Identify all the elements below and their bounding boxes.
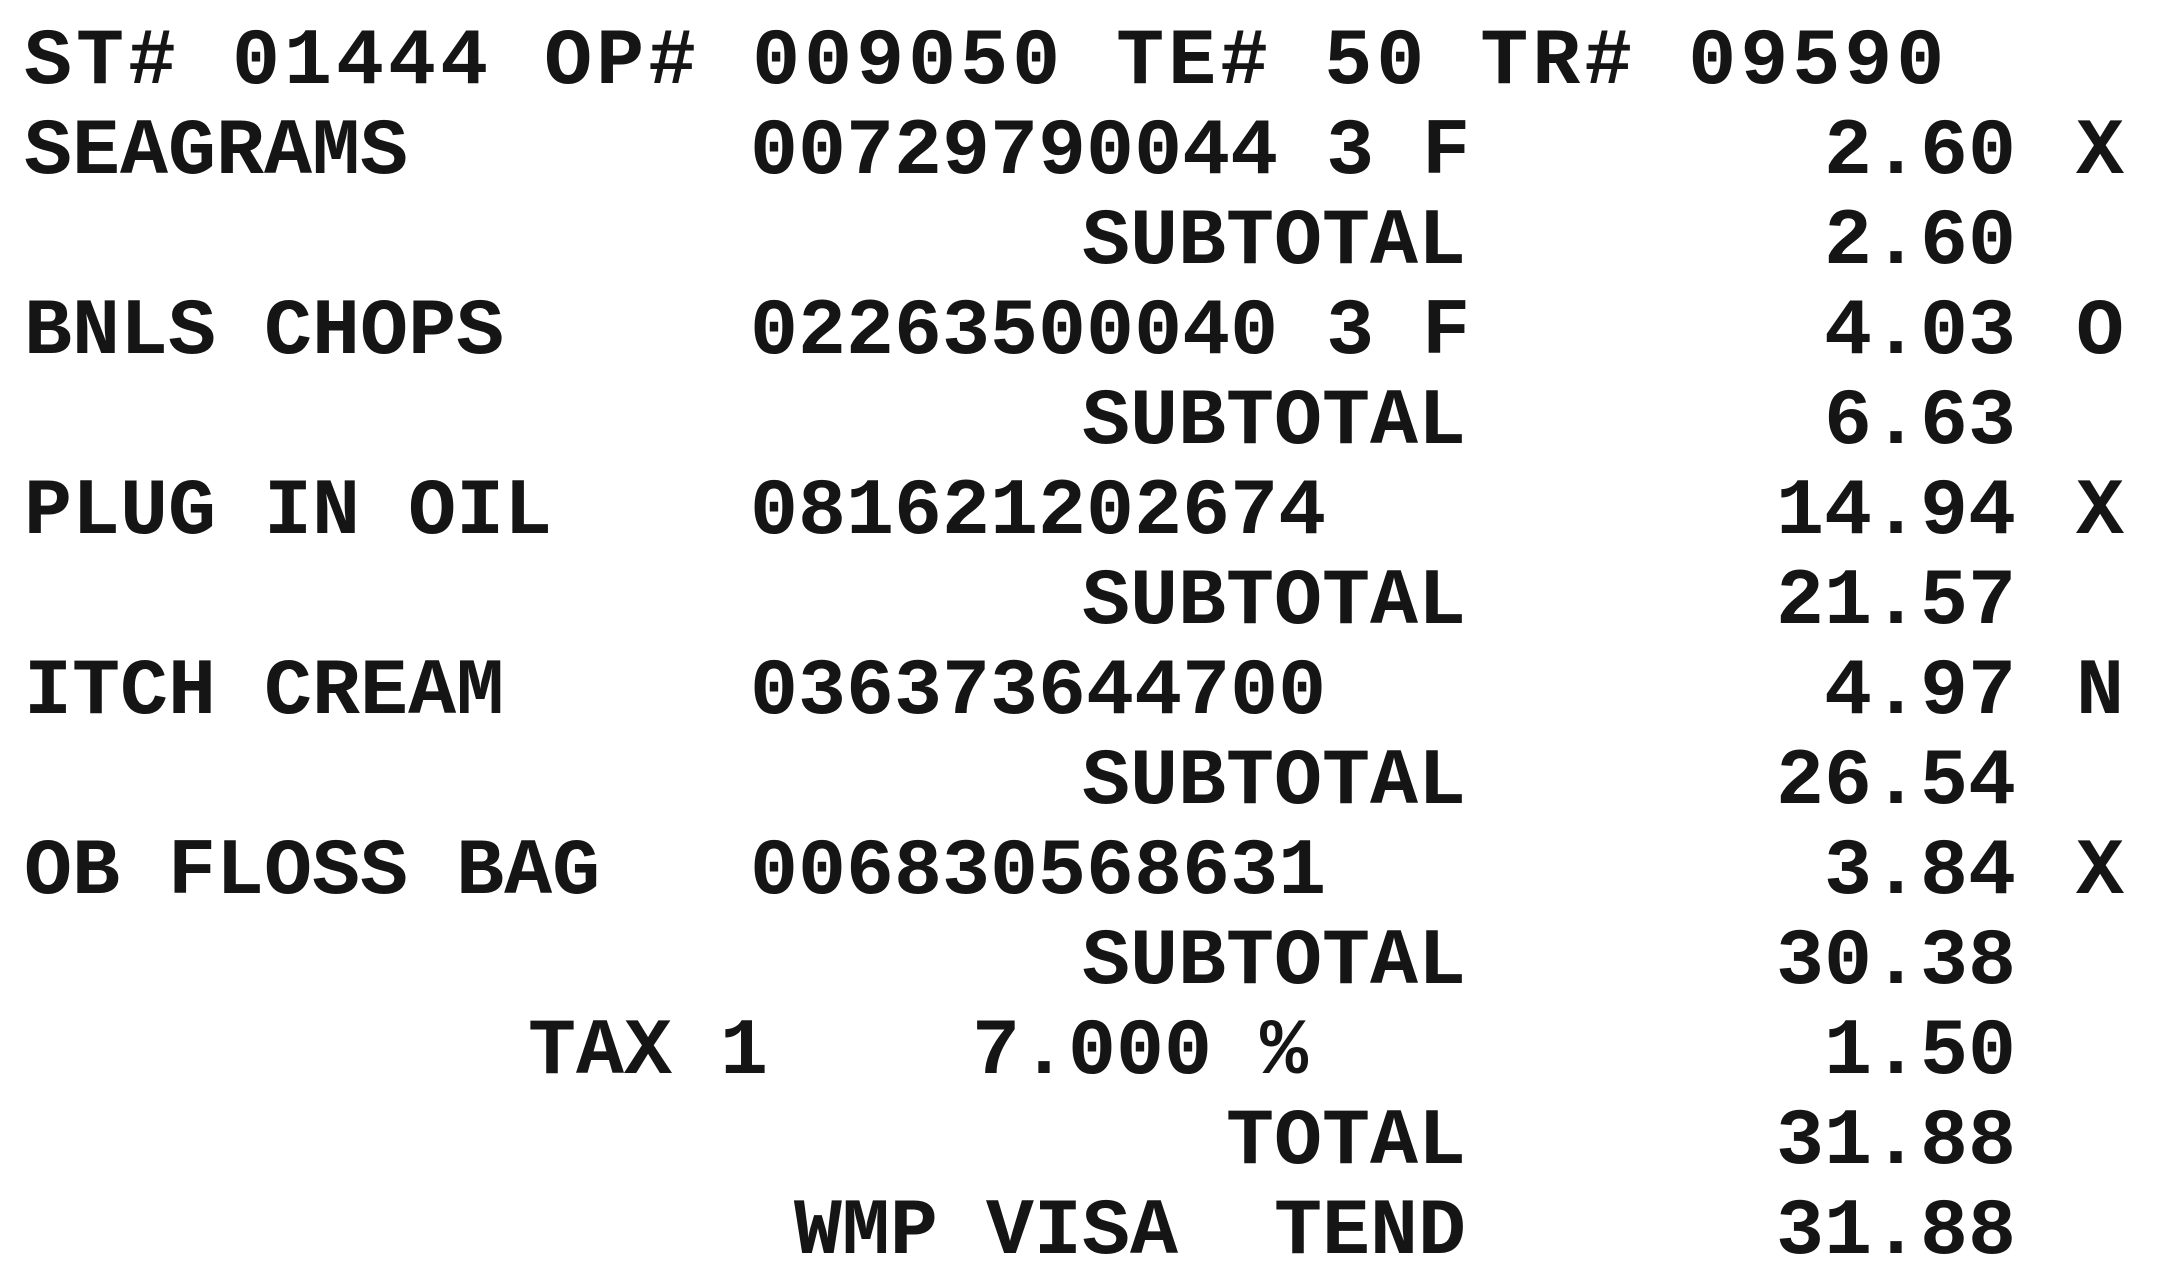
subtotal-amount: 2.60 [1823, 197, 2016, 288]
subtotal-amount: 21.57 [1775, 557, 2016, 648]
subtotal-amount: 30.38 [1775, 917, 2016, 1008]
item-price: 4.97 [1823, 647, 2016, 738]
subtotal-label: SUBTOTAL [1081, 557, 1466, 648]
tax-amount: 1.50 [1823, 1007, 2016, 1098]
tax-rate: 7.000 % [972, 1007, 1309, 1098]
total-label: TOTAL [1225, 1097, 1466, 1188]
item-code: 00729790044 3 F [750, 107, 1471, 198]
total-row [0, 1098, 2158, 1188]
line-item [0, 828, 2158, 918]
subtotal-amount: 6.63 [1823, 377, 2016, 468]
item-tax-flag: N [2076, 647, 2125, 738]
item-code: 006830568631 [750, 827, 1327, 918]
subtotal-row [0, 378, 2158, 468]
subtotal-row [0, 738, 2158, 828]
item-code: 02263500040 3 F [750, 287, 1471, 378]
subtotal-label: SUBTOTAL [1081, 737, 1466, 828]
tax-row [0, 1008, 2158, 1098]
item-name: PLUG IN OIL [24, 467, 553, 558]
subtotal-row [0, 198, 2158, 288]
tax-label: TAX 1 [528, 1007, 769, 1098]
subtotal-label: SUBTOTAL [1081, 917, 1466, 1008]
item-name: SEAGRAMS [24, 107, 409, 198]
line-item [0, 288, 2158, 378]
item-tax-flag: O [2076, 287, 2125, 378]
line-item [0, 468, 2158, 558]
tender-amount: 31.88 [1775, 1187, 2016, 1278]
tender-label: WMP VISA TEND [793, 1187, 1466, 1278]
item-tax-flag: X [2076, 827, 2125, 918]
subtotal-label: SUBTOTAL [1081, 197, 1466, 288]
subtotal-label: SUBTOTAL [1081, 377, 1466, 468]
item-price: 2.60 [1823, 107, 2016, 198]
item-name: ITCH CREAM [24, 647, 505, 738]
item-tax-flag: X [2076, 467, 2125, 558]
item-price: 14.94 [1775, 467, 2016, 558]
item-name: OB FLOSS BAG [24, 827, 601, 918]
subtotal-row [0, 558, 2158, 648]
item-code: 081621202674 [750, 467, 1327, 558]
item-code: 036373644700 [750, 647, 1327, 738]
item-price: 4.03 [1823, 287, 2016, 378]
tender-row [0, 1188, 2158, 1278]
total-amount: 31.88 [1775, 1097, 2016, 1188]
item-price: 3.84 [1823, 827, 2016, 918]
receipt-header-row [0, 18, 2158, 108]
subtotal-row [0, 918, 2158, 1008]
store-header: ST# 01444 OP# 009050 TE# 50 TR# 09590 [24, 17, 1949, 108]
line-item [0, 648, 2158, 738]
item-name: BNLS CHOPS [24, 287, 505, 378]
subtotal-amount: 26.54 [1775, 737, 2016, 828]
line-item [0, 108, 2158, 198]
item-tax-flag: X [2076, 107, 2125, 198]
